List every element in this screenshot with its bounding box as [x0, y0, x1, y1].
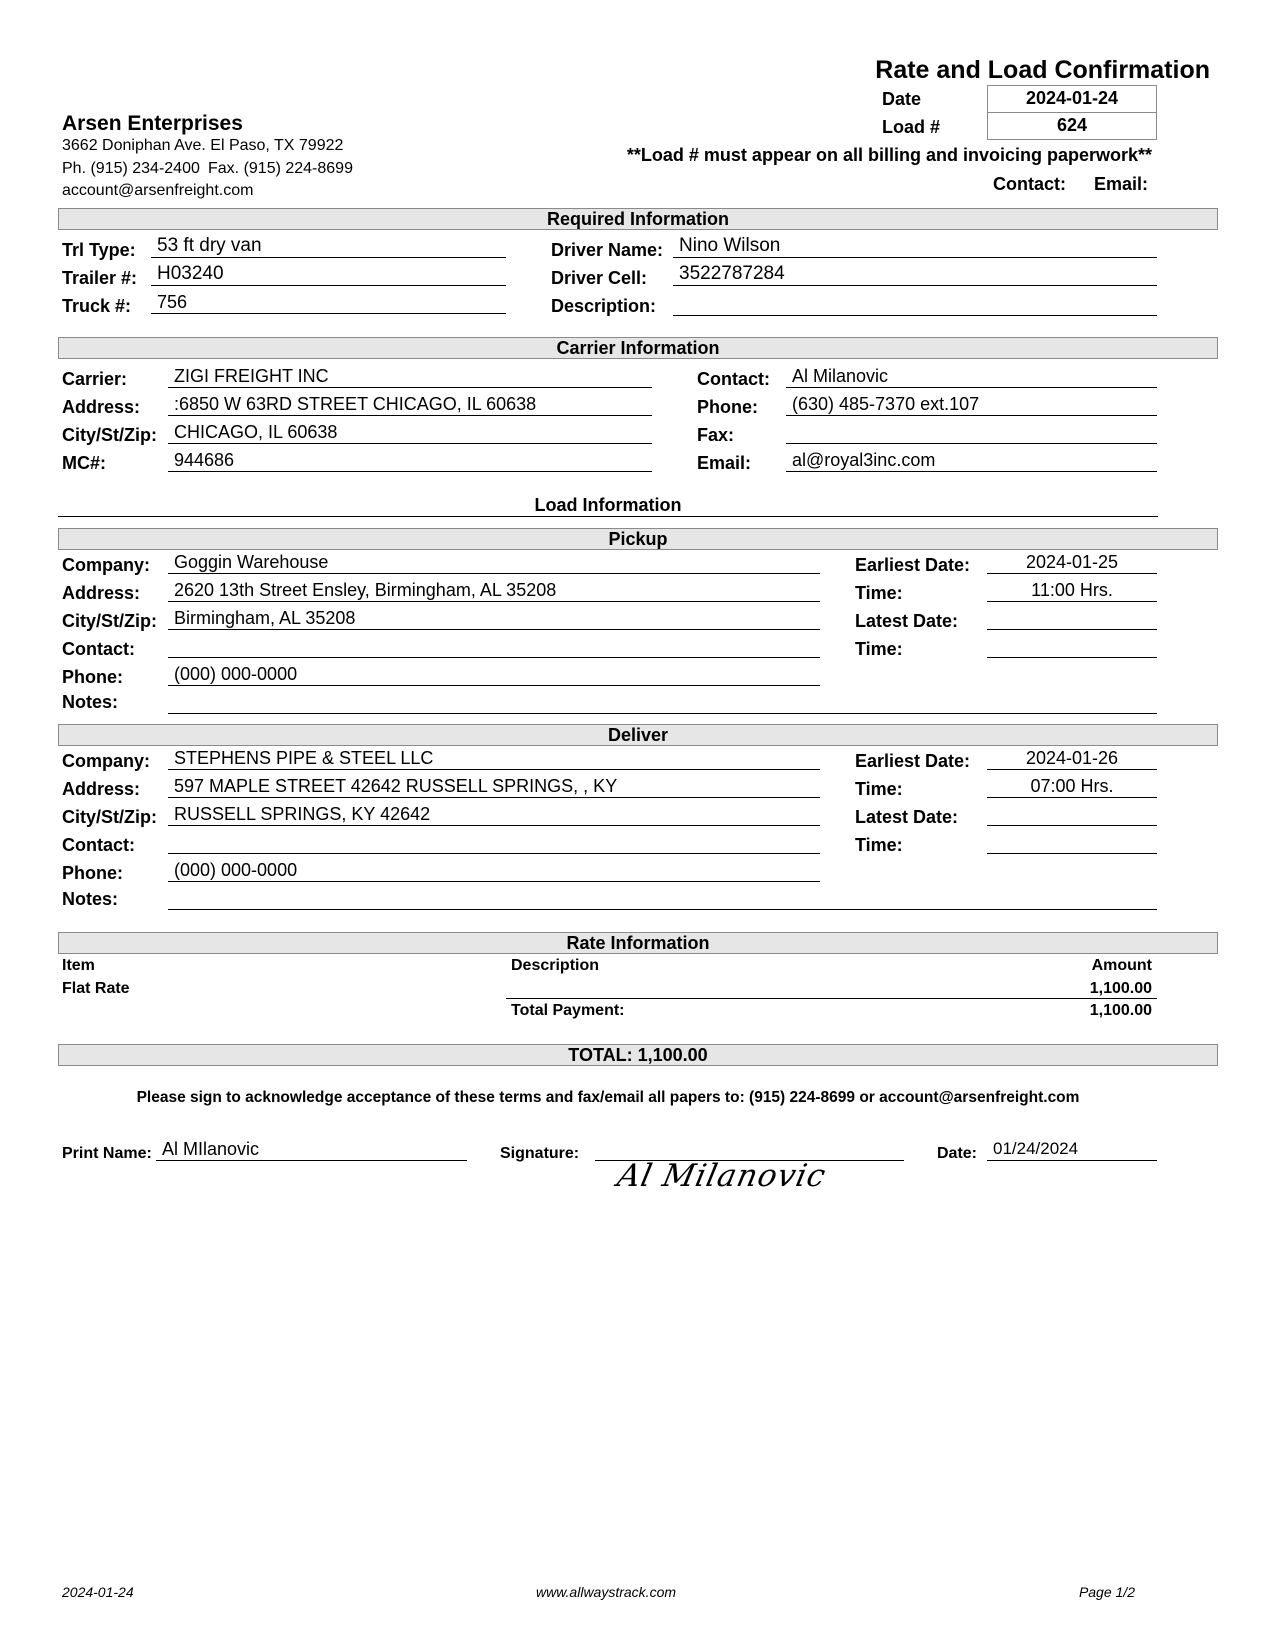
pickup-company-label: Company:: [62, 555, 151, 575]
total-payment-value: 1,100.00: [1089, 1002, 1152, 1019]
pickup-city-label: City/St/Zip:: [62, 611, 157, 631]
carrier-info-heading: Carrier Information: [58, 337, 1218, 359]
deliver-contact-label: Contact:: [62, 835, 135, 855]
driver-name-value: Nino Wilson: [673, 236, 1157, 258]
deliver-time1-label: Time:: [855, 779, 903, 799]
carrier-fax-value: [786, 422, 1157, 444]
rate-col-amount: Amount: [1091, 957, 1152, 974]
total-payment-label: Total Payment:: [511, 1002, 625, 1019]
pickup-city-value: Birmingham, AL 35208: [168, 608, 820, 630]
deliver-notes-label: Notes:: [62, 889, 119, 909]
trailer-value: H03240: [151, 264, 506, 286]
description-label: Description:: [551, 296, 657, 316]
deliver-phone-label: Phone:: [62, 863, 123, 883]
print-name-value: Al MIlanovic: [156, 1139, 467, 1161]
deliver-time1-value: 07:00 Hrs.: [987, 776, 1157, 798]
carrier-contact-label: Contact:: [697, 369, 770, 389]
deliver-company-value: STEPHENS PIPE & STEEL LLC: [168, 748, 820, 770]
document-title: Rate and Load Confirmation: [875, 56, 1210, 84]
signature-image: Al Milanovic: [614, 1158, 830, 1194]
carrier-city-value: CHICAGO, IL 60638: [168, 422, 652, 444]
pickup-time1-label: Time:: [855, 583, 903, 603]
pickup-notes-label: Notes:: [62, 692, 119, 712]
footer-date: 2024-01-24: [62, 1584, 134, 1600]
load-info-heading: Load Information: [534, 495, 682, 515]
pickup-phone-label: Phone:: [62, 667, 123, 687]
driver-name-label: Driver Name:: [551, 240, 664, 260]
carrier-email-value: al@royal3inc.com: [786, 450, 1157, 472]
load-notice: **Load # must appear on all billing and invoicing paperwork**: [626, 145, 1152, 165]
pickup-earliest-value: 2024-01-25: [987, 552, 1157, 574]
pickup-earliest-label: Earliest Date:: [855, 555, 971, 575]
truck-value: 756: [151, 292, 506, 314]
deliver-time2-label: Time:: [855, 835, 903, 855]
carrier-fax-label: Fax:: [697, 425, 735, 445]
trl-type-value: 53 ft dry van: [151, 236, 506, 258]
driver-cell-value: 3522787284: [673, 264, 1157, 286]
deliver-earliest-label: Earliest Date:: [855, 751, 971, 771]
sign-date-value: 01/24/2024: [987, 1139, 1157, 1161]
sign-date-label: Date:: [937, 1145, 978, 1162]
company-name: Arsen Enterprises: [62, 112, 243, 135]
deliver-address-value: 597 MAPLE STREET 42642 RUSSELL SPRINGS, , KY: [168, 776, 820, 798]
signature-label: Signature:: [500, 1145, 580, 1162]
load-info-rule: [58, 516, 1158, 517]
pickup-address-value: 2620 13th Street Ensley, Birmingham, AL 35208: [168, 580, 820, 602]
rate-subtotal-rule: [506, 998, 1157, 999]
company-address: 3662 Doniphan Ave. El Paso, TX 79922: [62, 137, 344, 154]
deliver-city-value: RUSSELL SPRINGS, KY 42642: [168, 804, 820, 826]
carrier-phone-value: (630) 485-7370 ext.107: [786, 394, 1157, 416]
company-fax: Fax. (915) 224-8699: [208, 160, 353, 177]
pickup-latest-label: Latest Date:: [855, 611, 959, 631]
carrier-city-label: City/St/Zip:: [62, 425, 157, 445]
carrier-label: Carrier:: [62, 369, 128, 389]
rate-col-item: Item: [62, 957, 95, 974]
deliver-time2-value: [987, 832, 1157, 854]
deliver-latest-label: Latest Date:: [855, 807, 959, 827]
deliver-address-label: Address:: [62, 779, 141, 799]
truck-label: Truck #:: [62, 296, 132, 316]
deliver-city-label: City/St/Zip:: [62, 807, 157, 827]
pickup-contact-label: Contact:: [62, 639, 135, 659]
description-value: [673, 294, 1157, 316]
trl-type-label: Trl Type:: [62, 240, 136, 260]
header-email-label: Email:: [1094, 174, 1149, 194]
pickup-phone-value: (000) 000-0000: [168, 664, 820, 686]
pickup-time1-value: 11:00 Hrs.: [987, 580, 1157, 602]
deliver-latest-value: [987, 804, 1157, 826]
print-name-label: Print Name:: [62, 1145, 152, 1162]
pickup-address-label: Address:: [62, 583, 141, 603]
mc-label: MC#:: [62, 453, 106, 473]
trailer-label: Trailer #:: [62, 268, 138, 288]
deliver-heading: Deliver: [58, 724, 1218, 746]
company-email: account@arsenfreight.com: [62, 182, 254, 199]
carrier-value: ZIGI FREIGHT INC: [168, 366, 652, 388]
carrier-address-value: :6850 W 63RD STREET CHICAGO, IL 60638: [168, 394, 652, 416]
rate-col-description: Description: [511, 957, 600, 974]
pickup-time2-value: [987, 636, 1157, 658]
deliver-company-label: Company:: [62, 751, 151, 771]
required-info-heading: Required Information: [58, 208, 1218, 230]
mc-value: 944686: [168, 450, 652, 472]
header-contact-label: Contact:: [993, 174, 1066, 194]
date-value-box: 2024-01-24: [987, 85, 1157, 113]
pickup-company-value: Goggin Warehouse: [168, 552, 820, 574]
rate-info-heading: Rate Information: [58, 932, 1218, 954]
carrier-email-label: Email:: [697, 453, 752, 473]
sign-instruction: Please sign to acknowledge acceptance of these terms and fax/email all papers to: (915) 224-8699 or account@arsenfreight.com: [136, 1089, 1080, 1106]
rate-row-item: Flat Rate: [62, 980, 130, 997]
pickup-notes-value: [168, 692, 1157, 714]
footer-url: www.allwaystrack.com: [535, 1584, 677, 1600]
deliver-notes-value: [168, 888, 1157, 910]
deliver-earliest-value: 2024-01-26: [987, 748, 1157, 770]
date-label: Date: [882, 89, 922, 109]
company-phone: Ph. (915) 234-2400: [62, 160, 200, 177]
deliver-contact-value: [168, 832, 820, 854]
load-number-box: 624: [987, 112, 1157, 140]
rate-row-amount: 1,100.00: [1089, 980, 1152, 997]
carrier-contact-value: Al Milanovic: [786, 366, 1157, 388]
carrier-address-label: Address:: [62, 397, 141, 417]
total-bar: TOTAL: 1,100.00: [58, 1044, 1218, 1066]
load-number-label: Load #: [882, 117, 941, 137]
pickup-heading: Pickup: [58, 528, 1218, 550]
deliver-phone-value: (000) 000-0000: [168, 860, 820, 882]
driver-cell-label: Driver Cell:: [551, 268, 648, 288]
pickup-time2-label: Time:: [855, 639, 903, 659]
pickup-contact-value: [168, 636, 820, 658]
carrier-phone-label: Phone:: [697, 397, 758, 417]
footer-page: Page 1/2: [1078, 1584, 1135, 1600]
pickup-latest-value: [987, 608, 1157, 630]
